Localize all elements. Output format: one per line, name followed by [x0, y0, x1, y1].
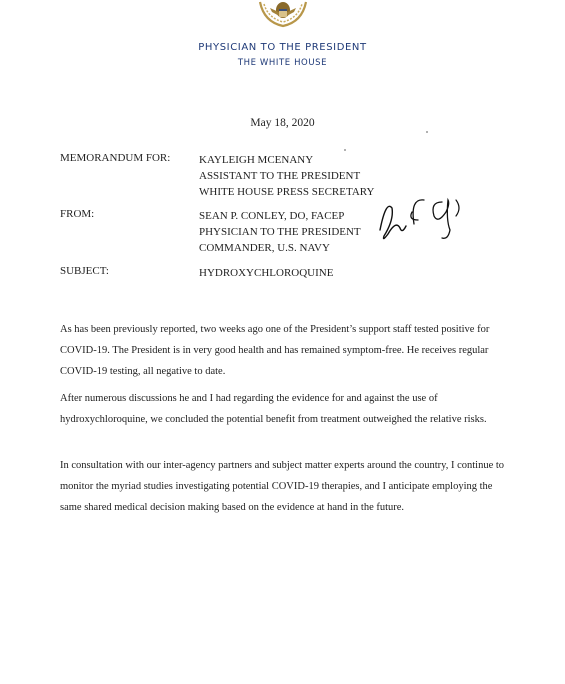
scan-speck	[344, 149, 346, 151]
blank-area	[0, 556, 565, 684]
body-paragraph-2: After numerous discussions he and I had regarding the evidence for and against the use of hydroxychloroquine, we concluded the potential benefit from treatment outweighed the relative risks.	[60, 393, 487, 425]
memo-for-label: MEMORANDUM FOR:	[60, 152, 171, 164]
recipient-line: KAYLEIGH MCENANY	[199, 154, 314, 166]
sender-line: PHYSICIAN TO THE PRESIDENT	[199, 226, 361, 238]
sender-line: SEAN P. CONLEY, DO, FACEP	[199, 210, 345, 222]
memo-subject-label: SUBJECT:	[60, 265, 109, 277]
sender-line: COMMANDER, U.S. NAVY	[199, 242, 330, 254]
body-paragraph-1: As has been previously reported, two weeks ago one of the President’s support staff tested positive for COVID-19. The President is in very good health and has remained symptom-free. He receives regular COVID-19 testing, all negative to date.	[60, 324, 490, 377]
handwritten-signature	[372, 190, 472, 252]
memo-from-sender	[199, 208, 361, 256]
body-paragraph-3: In consultation with our inter-agency partners and subject matter experts around the country, I continue to monitor the myriad studies investigating potential COVID-19 therapies, and I anticipate employing the same shared medical decision making based on the evidence at hand in the future.	[60, 460, 505, 513]
memo-date: May 18, 2020	[250, 117, 315, 129]
recipient-line: ASSISTANT TO THE PRESIDENT	[199, 170, 361, 182]
recipient-line: WHITE HOUSE PRESS SECRETARY	[199, 186, 375, 198]
letterhead-subtitle: THE WHITE HOUSE	[237, 58, 328, 68]
presidential-seal-icon	[256, 0, 310, 30]
memo-from-label: FROM:	[60, 208, 95, 220]
letterhead-title: PHYSICIAN TO THE PRESIDENT	[198, 42, 367, 53]
memo-for-recipient	[199, 152, 374, 200]
memo-subject-value: HYDROXYCHLOROQUINE	[199, 267, 334, 279]
scan-speck	[426, 131, 428, 133]
